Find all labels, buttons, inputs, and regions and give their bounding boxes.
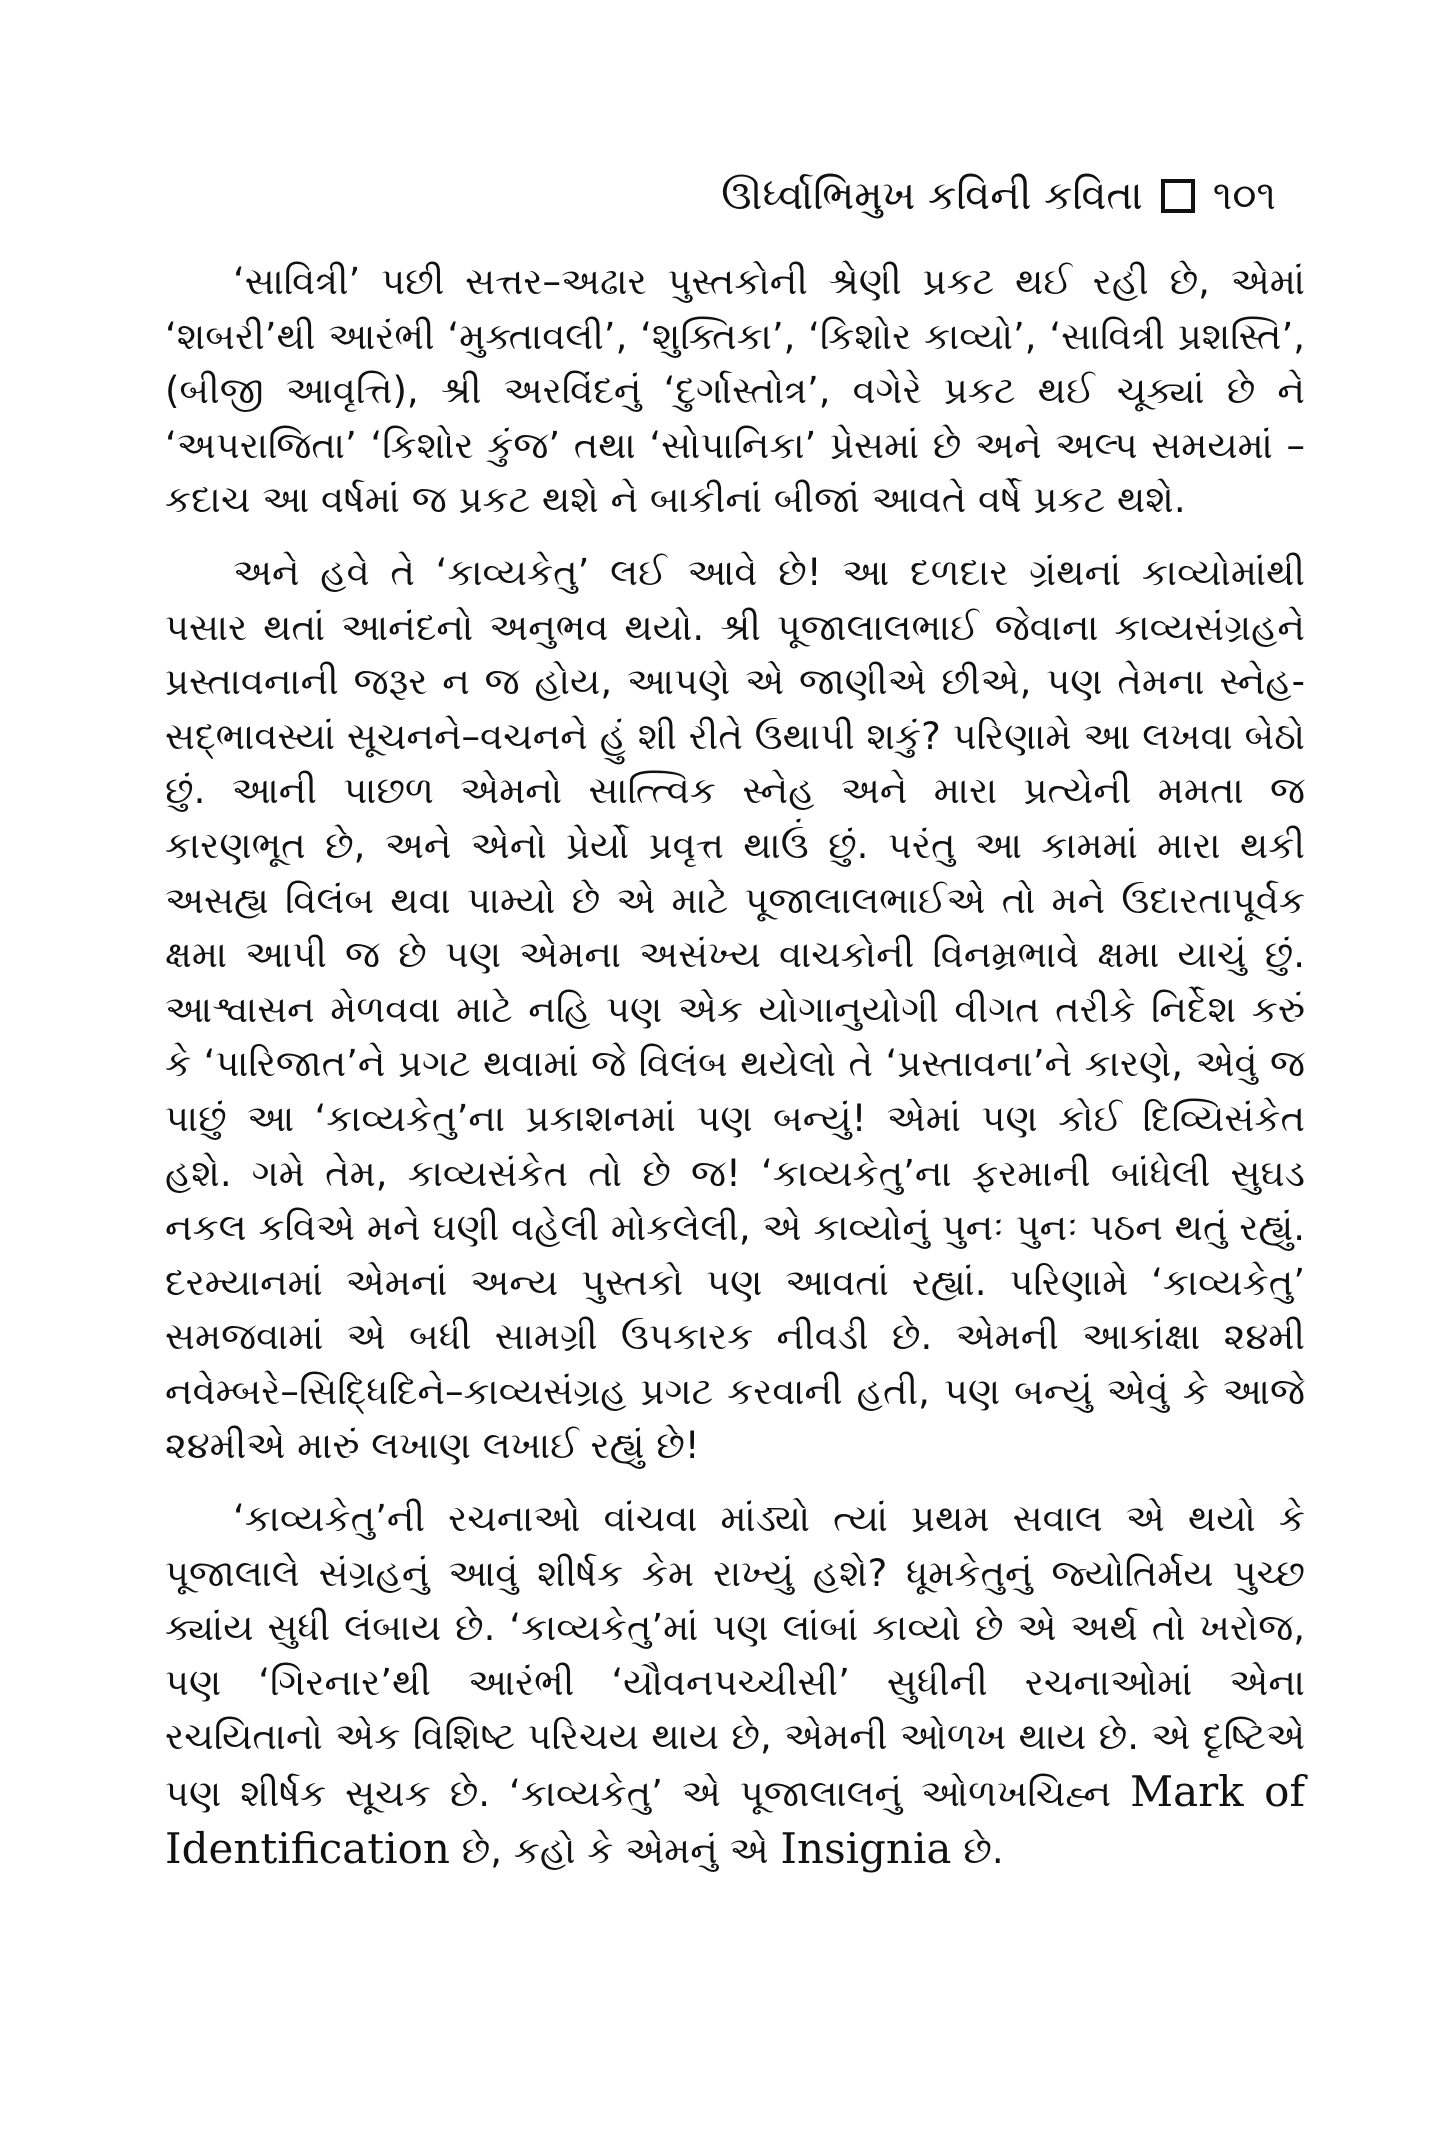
english-phrase-mark-of-identification: Mark of Identification xyxy=(165,1767,1305,1873)
paragraph-3 xyxy=(165,1492,1305,1878)
running-head-title: ઊર્ધ્વાભિમુખ કવિની કવિતા xyxy=(721,173,1143,219)
body-text xyxy=(165,255,1305,1878)
paragraph-3-text-middle: છે, કહો કે એમનું એ xyxy=(449,1828,781,1872)
running-head xyxy=(721,172,1276,220)
paragraph-2: અને હવે તે ‘કાવ્યકેતુ’ લઈ આવે છે! આ દળદાર ગ્રંથનાં કાવ્યોમાંથી પસાર થતાં આનંદનો અનુભવ થયો. શ્રી પૂજાલાલભાઈ જેવાના કાવ્યસંગ્રહને પ્રસ્તાવનાની જરૂર ન જ હોય, આપણે એ જાણીએ છીએ, પણ તેમના સ્નેહ-સદ્ભાવસ્યાં સૂચનને–વચનને હું શી રીતે ઉથાપી શકું? પરિણામે આ લખવા બેઠો છું. આની પાછળ એમનો સાત્ત્વિક સ્નેહ અને મારા પ્રત્યેની મમતા જ કારણભૂત છે, અને એનો પ્રેર્યો પ્રવૃત્ત થાઉં છું. પરંતુ આ કામમાં મારા થકી અસહ્ય વિલંબ થવા પામ્યો છે એ માટે પૂજાલાલભાઈએ તો મને ઉદારતાપૂર્વક ક્ષમા આપી જ છે પણ એમના અસંખ્ય વાચકોની વિનમ્રભાવે ક્ષમા યાચું છું. આશ્વાસન મેળવવા માટે નહિ પણ એક યોગાનુયોગી વીગત તરીકે નિર્દેશ કરું કે ‘પારિજાત’ને પ્રગટ થવામાં જે વિલંબ થયેલો તે ‘પ્રસ્તાવના’ને કારણે, એવું જ પાછું આ ‘કાવ્યકેતુ’ના પ્રકાશનમાં પણ બન્યું! એમાં પણ કોઈ દિવ્યિસંકેત હશે. ગમે તેમ, કાવ્યસંકેત તો છે જ! ‘કાવ્યકેતુ’ના ફરમાની બાંધેલી સુઘડ નકલ કવિએ મને ઘણી વહેલી મોકલેલી, એ કાવ્યોનું પુનઃ પુનઃ પઠન થતું રહ્યું. દરમ્યાનમાં એમનાં અન્ય પુસ્તકો પણ આવતાં રહ્યાં. પરિણામે ‘કાવ્યકેતુ’ સમજવામાં એ બધી સામગ્રી ઉપકારક નીવડી છે. એમની આકાંક્ષા ૨૪મી નવેમ્બરે–સિદ્ધિદિને–કાવ્યસંગ્રહ પ્રગટ કરવાની હતી, પણ બન્યું એવું કે આજે ૨૪મીએ મારું લખાણ લખાઈ રહ્યું છે! xyxy=(165,550,1305,1468)
paragraph-3-text-before: ‘કાવ્યકેતુ’ની રચનાઓ વાંચવા માંડ્યો ત્યાં પ્રથમ સવાલ એ થયો કે પૂજાલાલે સંગ્રહનું આવું શીર્ષક કેમ રાખ્યું હશે? ધૂમકેતુનું જ્યોતિર્મય પુચ્છ ક્યાંય સુધી લંબાય છે. ‘કાવ્યકેતુ’માં પણ લાંબાં કાવ્યો છે એ અર્થ તો ખરોજ, પણ ‘ગિરનાર’થી આરંભી ‘યૌવનપચ્ચીસી’ સુધીની રચનાઓમાં એના રચયિતાનો એક વિશિષ્ટ પરિચય થાય છે, એમની ઓળખ થાય છે. એ દૃષ્ટિએ પણ શીર્ષક સૂચક છે. ‘કાવ્યકેતુ’ એ પૂજાલાલનું ઓળખચિહ્ન xyxy=(165,1497,1305,1816)
english-word-insignia: Insignia xyxy=(780,1823,952,1873)
square-ornament-icon xyxy=(1161,179,1195,213)
paragraph-1: ‘સાવિત્રી’ પછી સત્તર–અઢાર પુસ્તકોની શ્રેણી પ્રકટ થઈ રહી છે, એમાં ‘શબરી’થી આરંભી ‘મુક્તાવલી’, ‘શુક્તિકા’, ‘કિશોર કાવ્યો’, ‘સાવિત્રી પ્રશસ્તિ’, (બીજી આવૃત્તિ), શ્રી અરવિંદનું ‘દુર્ગાસ્તોત્ર’, વગેરે પ્રકટ થઈ ચૂક્યાં છે ને ‘અપરાજિતા’ ‘કિશોર કુંજ’ તથા ‘સોપાનિકા’ પ્રેસમાં છે અને અલ્પ સમયમાં – કદાચ આ વર્ષમાં જ પ્રકટ થશે ને બાકીનાં બીજાં આવતે વર્ષે પ્રકટ થશે. xyxy=(165,260,1305,522)
paragraph-3-text-after: છે. xyxy=(951,1828,1004,1872)
page-number: ૧૦૧ xyxy=(1212,173,1276,219)
